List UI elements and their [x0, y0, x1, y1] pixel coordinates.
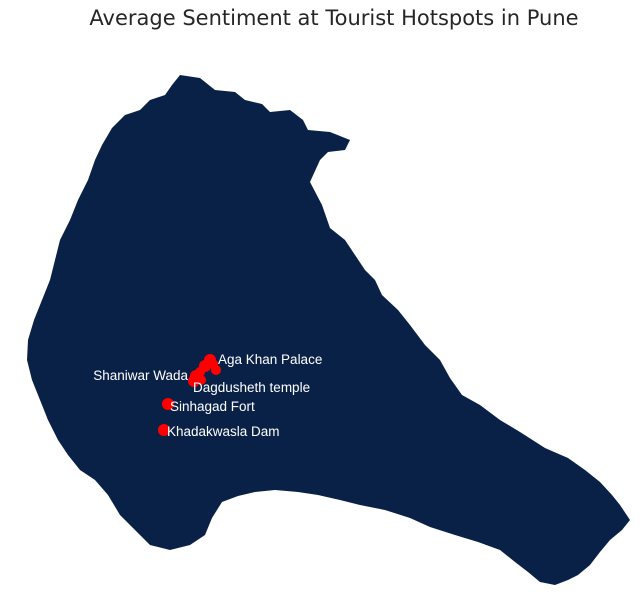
label-khadakwasla-dam: Khadakwasla Dam — [167, 424, 280, 439]
pune-district-region[interactable] — [27, 75, 630, 585]
label-sinhagad-fort: Sinhagad Fort — [170, 399, 255, 414]
label-dagdusheth-temple: Dagdusheth temple — [193, 380, 311, 395]
map-title: Average Sentiment at Tourist Hotspots in Pune — [89, 6, 579, 30]
label-shaniwar-wada: Shaniwar Wada — [93, 368, 188, 383]
label-aga-khan-palace: Aga Khan Palace — [218, 352, 323, 367]
